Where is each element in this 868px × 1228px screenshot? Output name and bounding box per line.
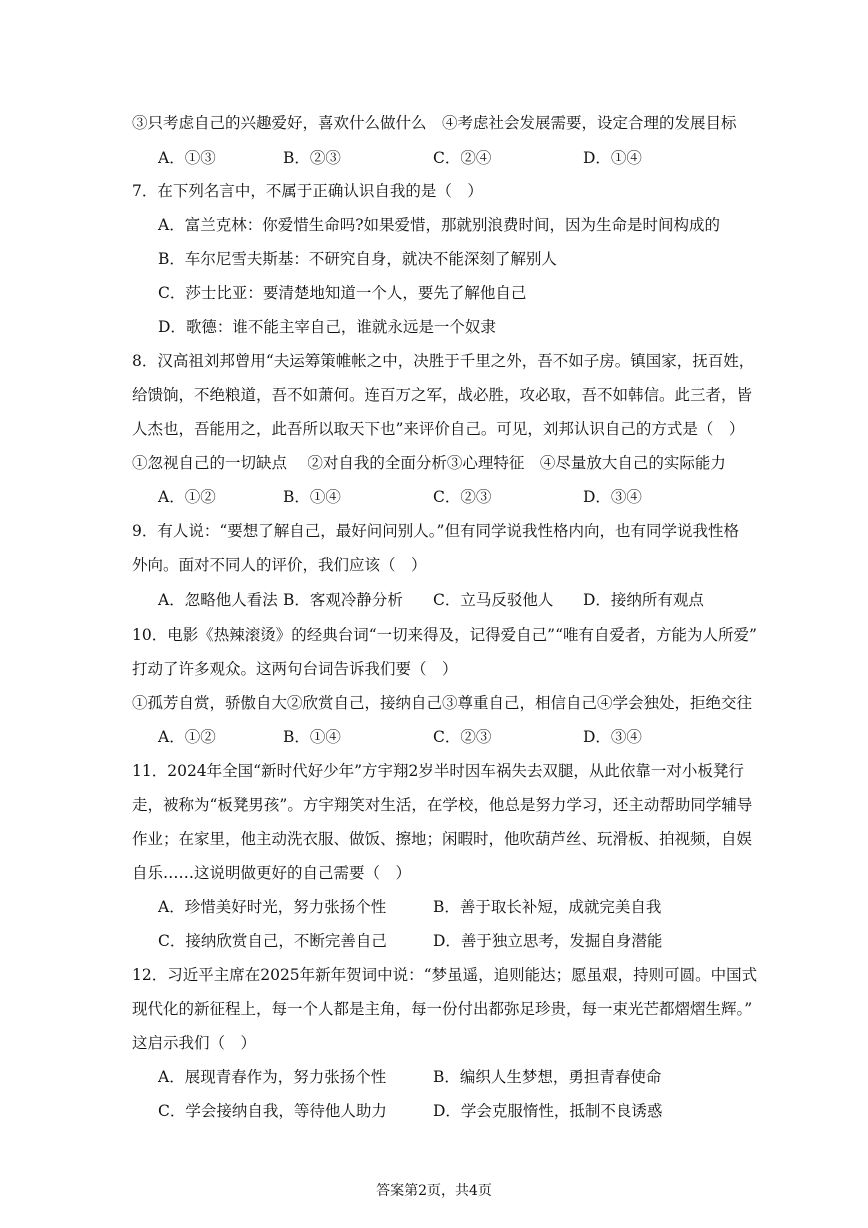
question-10-stem-line-1: 10．电影《热辣滚烫》的经典台词“一切来得及，记得爱自己”“唯有自爱者，方能为人所爱” bbox=[132, 626, 757, 644]
q7-option-d: D．歌德：谁不能主宰自己，谁就永远是一个奴隶 bbox=[158, 318, 496, 336]
question-10-stem-line-2: 打动了许多观众。这两句台词告诉我们要（ ） bbox=[132, 660, 458, 678]
question-12-stem-line-1: 12．习近平主席在2025年新年贺词中说：“梦虽遥，追则能达；愿虽艰，持则可圆。中国式 bbox=[132, 966, 758, 984]
q6-option-a: A．①③ bbox=[158, 149, 216, 167]
q10-option-c: C．②③ bbox=[433, 728, 492, 746]
q12-option-a: A．展现青春作为，努力张扬个性 bbox=[158, 1068, 387, 1086]
question-8-stem-line-1: 8．汉高祖刘邦曾用“夫运筹策帷帐之中，决胜于千里之外，吾不如子房。镇国家，抚百姓， bbox=[132, 352, 755, 370]
q12-option-c: C．学会接纳自我，等待他人助力 bbox=[158, 1102, 387, 1120]
q7-option-a: A．富兰克林：你爱惜生命吗?如果爱惜，那就别浪费时间，因为生命是时间构成的 bbox=[158, 216, 721, 234]
q10-option-a: A．①② bbox=[158, 728, 216, 746]
question-8-statements: ①忽视自己的一切缺点 ②对自我的全面分析③心理特征 ④尽量放大自己的实际能力 bbox=[132, 454, 726, 472]
question-9-stem-line-2: 外向。面对不同人的评价，我们应该（ ） bbox=[132, 556, 427, 574]
page-footer: 答案第2页，共4页 bbox=[376, 1183, 492, 1199]
question-11-stem-line-2: 走，被称为“板凳男孩”。方宇翔笑对生活，在学校，他总是努力学习，还主动帮助同学辅导 bbox=[132, 796, 753, 814]
question-6-statement-3-4: ③只考虑自己的兴趣爱好，喜欢什么做什么 ④考虑社会发展需要，设定合理的发展目标 bbox=[132, 114, 737, 132]
q6-option-c: C．②④ bbox=[433, 149, 492, 167]
question-12-stem-line-2: 现代化的新征程上，每一个人都是主角，每一份付出都弥足珍贵，每一束光芒都熠熠生辉。” bbox=[132, 1000, 753, 1018]
q7-option-b: B．车尔尼雪夫斯基：不研究自身，就决不能深刻了解别人 bbox=[158, 250, 557, 268]
question-10-statements: ①孤芳自赏，骄傲自大②欣赏自己，接纳自己③尊重自己，相信自己④学会独处，拒绝交往 bbox=[132, 694, 753, 712]
q12-option-d: D．学会克服惰性，抵制不良诱惑 bbox=[433, 1102, 663, 1120]
question-11-stem-line-3: 作业；在家里，他主动洗衣服、做饭、擦地；闲暇时，他吹葫芦丝、玩滑板、拍视频，自娱 bbox=[132, 830, 753, 848]
question-11-stem-line-1: 11．2024年全国“新时代好少年”方宇翔2岁半时因车祸失去双腿，从此依靠一对小板凳行 bbox=[132, 762, 744, 780]
q9-option-d: D．接纳所有观点 bbox=[583, 591, 704, 609]
q10-option-b: B．①④ bbox=[283, 728, 341, 746]
question-11-stem-line-4: 自乐……这说明做更好的自己需要（ ） bbox=[132, 864, 412, 882]
q6-option-d: D．①④ bbox=[583, 149, 642, 167]
q11-option-b: B．善于取长补短，成就完美自我 bbox=[433, 898, 662, 916]
q11-option-d: D．善于独立思考，发掘自身潜能 bbox=[433, 932, 663, 950]
q12-option-b: B．编织人生梦想，勇担青春使命 bbox=[433, 1068, 662, 1086]
q7-option-c: C．莎士比亚：要清楚地知道一个人，要先了解他自己 bbox=[158, 284, 527, 302]
question-12-stem-line-3: 这启示我们（ ） bbox=[132, 1034, 257, 1052]
q9-option-a: A．忽略他人看法 bbox=[158, 591, 278, 609]
q8-option-d: D．③④ bbox=[583, 488, 642, 506]
q9-option-b: B．客观冷静分析 bbox=[283, 591, 403, 609]
question-8-stem-line-3: 人杰也，吾能用之，此吾所以取天下也”来评价自己。可见，刘邦认识自己的方式是（ ） bbox=[132, 420, 745, 438]
question-8-stem-line-2: 给馈饷，不绝粮道，吾不如萧何。连百万之军，战必胜，攻必取，吾不如韩信。此三者，皆 bbox=[132, 386, 753, 404]
q11-option-a: A．珍惜美好时光，努力张扬个性 bbox=[158, 898, 387, 916]
question-9-stem-line-1: 9．有人说：“要想了解自己，最好问问别人。”但有同学说我性格内向，也有同学说我性格 bbox=[132, 522, 739, 540]
q8-option-a: A．①② bbox=[158, 488, 216, 506]
q11-option-c: C．接纳欣赏自己，不断完善自己 bbox=[158, 932, 387, 950]
q10-option-d: D．③④ bbox=[583, 728, 642, 746]
q8-option-c: C．②③ bbox=[433, 488, 492, 506]
question-7-stem: 7．在下列名言中，不属于正确认识自我的是（ ） bbox=[132, 182, 483, 200]
q8-option-b: B．①④ bbox=[283, 488, 341, 506]
q6-option-b: B．②③ bbox=[283, 149, 341, 167]
q9-option-c: C．立马反驳他人 bbox=[433, 591, 554, 609]
